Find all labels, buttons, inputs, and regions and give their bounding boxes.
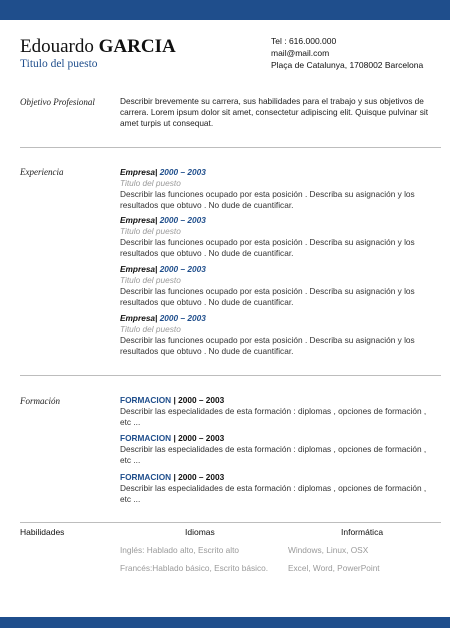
phone-number: Tel : 616.000.000 <box>271 36 337 46</box>
experience-years: 2000 – 2003 <box>159 215 206 225</box>
experience-item <box>120 167 434 211</box>
experience-description: Describir las funciones ocupado por esta posición . Describa su asignación y los resultados que obtuvo . No dude de cuantificar. <box>120 189 415 210</box>
experience-role: Titulo del puesto <box>120 324 181 334</box>
experience-description: Describir las funciones ocupado por esta posición . Describa su asignación y los resultados que obtuvo . No dude de cuantificar. <box>120 286 415 307</box>
education-item <box>120 472 434 505</box>
computing-skill: Windows, Linux, OSX <box>288 545 369 555</box>
section-divider <box>20 147 441 148</box>
experience-years: 2000 – 2003 <box>159 167 206 177</box>
experience-role: Titulo del puesto <box>120 178 181 188</box>
last-name: GARCIA <box>98 36 176 57</box>
experience-description: Describir las funciones ocupado por esta posición . Describa su asignación y los resultados que obtuvo . No dude de cuantificar. <box>120 237 415 258</box>
education-years: 2000 – 2003 <box>178 472 225 482</box>
education-years: 2000 – 2003 <box>178 433 225 443</box>
education-separator: | <box>173 395 176 405</box>
job-title: Titulo del puesto <box>20 58 98 70</box>
experience-role: Titulo del puesto <box>120 275 181 285</box>
experience-item <box>120 313 434 357</box>
email-address: mail@mail.com <box>271 48 330 58</box>
education-description: Describir las especialidades de esta formación : diplomas , opciones de formación , etc ... <box>120 483 427 504</box>
first-name: Edouardo <box>20 36 94 57</box>
languages-heading: Idiomas <box>185 527 215 537</box>
candidate-name <box>20 36 176 58</box>
bottom-accent-bar <box>0 617 450 628</box>
language-skill: Inglés: Hablado alto, Escrito alto <box>120 545 239 555</box>
experience-role: Titulo del puesto <box>120 226 181 236</box>
education-title: FORMACION <box>120 433 172 443</box>
top-accent-bar <box>0 0 450 20</box>
objective-label: Objetivo Profesional <box>20 97 95 107</box>
contact-block <box>271 35 423 71</box>
computing-heading: Informática <box>341 527 384 537</box>
section-divider <box>20 375 441 376</box>
company-name: Empresa| <box>120 215 158 225</box>
education-title: FORMACION <box>120 395 172 405</box>
company-name: Empresa| <box>120 313 158 323</box>
education-separator: | <box>173 433 176 443</box>
education-item <box>120 433 434 466</box>
section-divider <box>20 522 441 523</box>
company-name: Empresa| <box>120 264 158 274</box>
experience-years: 2000 – 2003 <box>159 264 206 274</box>
experience-label: Experiencia <box>20 167 64 177</box>
experience-years: 2000 – 2003 <box>159 313 206 323</box>
experience-item <box>120 264 434 308</box>
education-title: FORMACION <box>120 472 172 482</box>
education-item <box>120 395 434 428</box>
company-name: Empresa| <box>120 167 158 177</box>
education-description: Describir las especialidades de esta formación : diplomas , opciones de formación , etc ... <box>120 444 427 465</box>
skills-label: Habilidades <box>20 527 65 537</box>
experience-description: Describir las funciones ocupado por esta posición . Describa su asignación y los resultados que obtuvo . No dude de cuantificar. <box>120 335 415 356</box>
education-label: Formación <box>20 396 60 406</box>
language-skill: Francés:Hablado básico, Escrito básico. <box>120 563 269 573</box>
postal-address: Plaça de Catalunya, 1708002 Barcelona <box>271 60 424 70</box>
education-separator: | <box>173 472 176 482</box>
experience-item <box>120 215 434 259</box>
education-description: Describir las especialidades de esta formación : diplomas , opciones de formación , etc ... <box>120 406 427 427</box>
education-years: 2000 – 2003 <box>178 395 225 405</box>
objective-text: Describir brevemente su carrera, sus habilidades para el trabajo y sus objetivos de carrera. Lorem ipsum dolor sit amet, consectetur adipiscing elit. Quisque pulvinar sit amet turpis ut consequat. <box>120 96 429 128</box>
computing-skill: Excel, Word, PowerPoint <box>288 563 380 573</box>
